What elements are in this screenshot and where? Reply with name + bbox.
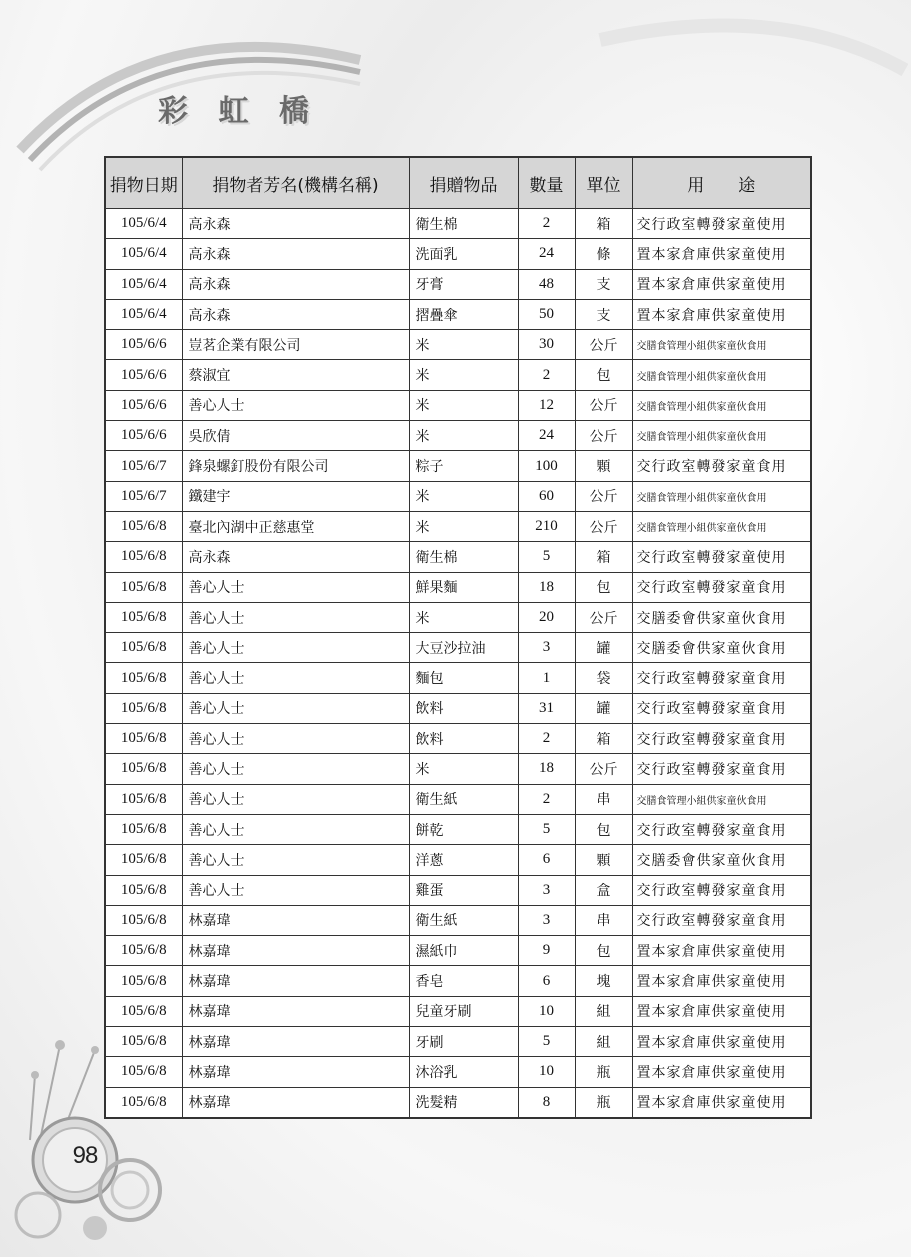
- cell-unit: 盒: [575, 875, 632, 905]
- cell-usage: 交行政室轉發家童食用: [632, 693, 811, 723]
- cell-date: 105/6/8: [105, 1087, 182, 1118]
- cell-usage: 交行政室轉發家童使用: [632, 209, 811, 239]
- cell-quantity: 2: [518, 724, 575, 754]
- cell-unit: 箱: [575, 724, 632, 754]
- cell-donor: 善心人士: [182, 784, 409, 814]
- cell-quantity: 5: [518, 542, 575, 572]
- cell-unit: 公斤: [575, 421, 632, 451]
- cell-donor: 鐵建宇: [182, 481, 409, 511]
- cell-item: 米: [409, 754, 518, 784]
- cell-unit: 支: [575, 269, 632, 299]
- cell-date: 105/6/8: [105, 936, 182, 966]
- table-row: [105, 724, 811, 754]
- cell-date: 105/6/8: [105, 663, 182, 693]
- table-row: [105, 814, 811, 844]
- cell-quantity: 3: [518, 633, 575, 663]
- table-row: [105, 996, 811, 1026]
- cell-usage: 置本家倉庫供家童使用: [632, 966, 811, 996]
- cell-unit: 袋: [575, 663, 632, 693]
- cell-donor: 善心人士: [182, 602, 409, 632]
- cell-donor: 善心人士: [182, 633, 409, 663]
- cell-usage: 置本家倉庫供家童使用: [632, 996, 811, 1026]
- cell-unit: 組: [575, 996, 632, 1026]
- cell-item: 兒童牙刷: [409, 996, 518, 1026]
- cell-date: 105/6/8: [105, 845, 182, 875]
- cell-item: 濕紙巾: [409, 936, 518, 966]
- cell-donor: 高永森: [182, 542, 409, 572]
- cell-donor: 豈茗企業有限公司: [182, 330, 409, 360]
- cell-date: 105/6/8: [105, 572, 182, 602]
- column-header-quantity: 數量: [518, 157, 575, 209]
- cell-date: 105/6/8: [105, 996, 182, 1026]
- cell-quantity: 5: [518, 814, 575, 844]
- cell-quantity: 30: [518, 330, 575, 360]
- cell-item: 衛生棉: [409, 542, 518, 572]
- cell-donor: 善心人士: [182, 845, 409, 875]
- table-row: [105, 663, 811, 693]
- cell-quantity: 3: [518, 905, 575, 935]
- cell-donor: 林嘉瑋: [182, 1087, 409, 1118]
- table-row: [105, 1057, 811, 1087]
- cell-item: 大豆沙拉油: [409, 633, 518, 663]
- cell-item: 衛生紙: [409, 784, 518, 814]
- cell-item: 洋蔥: [409, 845, 518, 875]
- cell-item: 衛生棉: [409, 209, 518, 239]
- cell-unit: 條: [575, 239, 632, 269]
- cell-quantity: 24: [518, 239, 575, 269]
- cell-date: 105/6/7: [105, 481, 182, 511]
- cell-date: 105/6/8: [105, 754, 182, 784]
- cell-date: 105/6/7: [105, 451, 182, 481]
- cell-date: 105/6/6: [105, 330, 182, 360]
- table-row: [105, 633, 811, 663]
- cell-usage: 交膳食管理小組供家童伙食用: [632, 421, 811, 451]
- cell-date: 105/6/8: [105, 875, 182, 905]
- cell-donor: 高永森: [182, 209, 409, 239]
- table-row: [105, 693, 811, 723]
- cell-date: 105/6/6: [105, 421, 182, 451]
- cell-date: 105/6/6: [105, 390, 182, 420]
- cell-usage: 交膳委會供家童伙食用: [632, 633, 811, 663]
- cell-item: 麵包: [409, 663, 518, 693]
- cell-quantity: 3: [518, 875, 575, 905]
- table-row: [105, 299, 811, 329]
- cell-usage: 交行政室轉發家童食用: [632, 814, 811, 844]
- magazine-title: 彩 虹 橋: [158, 94, 319, 129]
- cell-item: 飲料: [409, 724, 518, 754]
- cell-donor: 善心人士: [182, 724, 409, 754]
- table-row: [105, 451, 811, 481]
- cell-quantity: 10: [518, 996, 575, 1026]
- cell-quantity: 10: [518, 1057, 575, 1087]
- cell-unit: 組: [575, 1027, 632, 1057]
- cell-donor: 林嘉瑋: [182, 1057, 409, 1087]
- cell-quantity: 24: [518, 421, 575, 451]
- cell-date: 105/6/8: [105, 693, 182, 723]
- cell-unit: 公斤: [575, 330, 632, 360]
- cell-quantity: 50: [518, 299, 575, 329]
- cell-donor: 高永森: [182, 299, 409, 329]
- table-row: [105, 784, 811, 814]
- cell-donor: 善心人士: [182, 814, 409, 844]
- cell-usage: 交行政室轉發家童食用: [632, 754, 811, 784]
- cell-item: 摺疊傘: [409, 299, 518, 329]
- table-row: [105, 905, 811, 935]
- cell-date: 105/6/8: [105, 1057, 182, 1087]
- cell-donor: 善心人士: [182, 572, 409, 602]
- table-row: [105, 845, 811, 875]
- cell-item: 雞蛋: [409, 875, 518, 905]
- column-header-donor: 捐物者芳名(機構名稱): [182, 157, 409, 209]
- cell-usage: 置本家倉庫供家童使用: [632, 1057, 811, 1087]
- cell-date: 105/6/8: [105, 814, 182, 844]
- cell-quantity: 2: [518, 360, 575, 390]
- cell-usage: 交行政室轉發家童食用: [632, 572, 811, 602]
- table-row: [105, 269, 811, 299]
- cell-date: 105/6/4: [105, 239, 182, 269]
- cell-item: 洗髮精: [409, 1087, 518, 1118]
- cell-usage: 交行政室轉發家童食用: [632, 663, 811, 693]
- cell-quantity: 18: [518, 572, 575, 602]
- cell-unit: 罐: [575, 693, 632, 723]
- cell-unit: 箱: [575, 209, 632, 239]
- donation-table: [104, 156, 812, 1119]
- column-header-unit: 單位: [575, 157, 632, 209]
- cell-quantity: 60: [518, 481, 575, 511]
- table-row: [105, 481, 811, 511]
- cell-donor: 善心人士: [182, 875, 409, 905]
- table-row: [105, 511, 811, 541]
- cell-usage: 交膳委會供家童伙食用: [632, 845, 811, 875]
- cell-usage: 置本家倉庫供家童使用: [632, 936, 811, 966]
- cell-donor: 善心人士: [182, 754, 409, 784]
- cell-item: 米: [409, 330, 518, 360]
- cell-item: 飲料: [409, 693, 518, 723]
- cell-quantity: 2: [518, 784, 575, 814]
- column-header-date: 捐物日期: [105, 157, 182, 209]
- cell-unit: 串: [575, 905, 632, 935]
- page-number: 98: [72, 1142, 98, 1169]
- cell-usage: 置本家倉庫供家童使用: [632, 239, 811, 269]
- cell-item: 牙膏: [409, 269, 518, 299]
- cell-date: 105/6/4: [105, 269, 182, 299]
- cell-date: 105/6/8: [105, 966, 182, 996]
- cell-date: 105/6/8: [105, 724, 182, 754]
- cell-item: 香皂: [409, 966, 518, 996]
- cell-quantity: 100: [518, 451, 575, 481]
- cell-unit: 塊: [575, 966, 632, 996]
- cell-date: 105/6/4: [105, 209, 182, 239]
- cell-quantity: 6: [518, 845, 575, 875]
- table-row: [105, 421, 811, 451]
- cell-quantity: 12: [518, 390, 575, 420]
- cell-quantity: 5: [518, 1027, 575, 1057]
- cell-date: 105/6/4: [105, 299, 182, 329]
- cell-donor: 善心人士: [182, 390, 409, 420]
- table-row: [105, 572, 811, 602]
- cell-usage: 交行政室轉發家童食用: [632, 875, 811, 905]
- cell-date: 105/6/8: [105, 542, 182, 572]
- cell-unit: 公斤: [575, 481, 632, 511]
- cell-usage: 交行政室轉發家童食用: [632, 451, 811, 481]
- cell-date: 105/6/8: [105, 511, 182, 541]
- cell-date: 105/6/8: [105, 602, 182, 632]
- cell-usage: 交膳食管理小組供家童伙食用: [632, 784, 811, 814]
- cell-donor: 林嘉瑋: [182, 996, 409, 1026]
- cell-unit: 包: [575, 936, 632, 966]
- cell-item: 洗面乳: [409, 239, 518, 269]
- table-row: [105, 239, 811, 269]
- cell-item: 鮮果麵: [409, 572, 518, 602]
- cell-quantity: 9: [518, 936, 575, 966]
- cell-date: 105/6/8: [105, 1027, 182, 1057]
- cell-date: 105/6/8: [105, 905, 182, 935]
- cell-donor: 林嘉瑋: [182, 966, 409, 996]
- cell-donor: 高永森: [182, 269, 409, 299]
- table-row: [105, 875, 811, 905]
- cell-date: 105/6/6: [105, 360, 182, 390]
- cell-quantity: 31: [518, 693, 575, 723]
- cell-quantity: 1: [518, 663, 575, 693]
- cell-donor: 林嘉瑋: [182, 905, 409, 935]
- cell-quantity: 8: [518, 1087, 575, 1118]
- cell-usage: 置本家倉庫供家童使用: [632, 299, 811, 329]
- cell-usage: 置本家倉庫供家童使用: [632, 269, 811, 299]
- cell-item: 米: [409, 511, 518, 541]
- cell-donor: 林嘉瑋: [182, 936, 409, 966]
- cell-unit: 公斤: [575, 511, 632, 541]
- table-row: [105, 966, 811, 996]
- cell-usage: 交膳食管理小組供家童伙食用: [632, 330, 811, 360]
- cell-unit: 包: [575, 572, 632, 602]
- donation-table-wrapper: [104, 156, 812, 1119]
- table-row: [105, 1087, 811, 1118]
- cell-donor: 高永森: [182, 239, 409, 269]
- cell-usage: 交行政室轉發家童使用: [632, 542, 811, 572]
- cell-usage: 交膳委會供家童伙食用: [632, 602, 811, 632]
- column-header-item: 捐贈物品: [409, 157, 518, 209]
- cell-donor: 蔡淑宜: [182, 360, 409, 390]
- table-row: [105, 542, 811, 572]
- cell-donor: 臺北內湖中正慈惠堂: [182, 511, 409, 541]
- cell-date: 105/6/8: [105, 784, 182, 814]
- cell-unit: 顆: [575, 451, 632, 481]
- cell-item: 米: [409, 360, 518, 390]
- cell-unit: 公斤: [575, 390, 632, 420]
- cell-usage: 交膳食管理小組供家童伙食用: [632, 390, 811, 420]
- cell-quantity: 20: [518, 602, 575, 632]
- cell-item: 牙刷: [409, 1027, 518, 1057]
- cell-unit: 瓶: [575, 1087, 632, 1118]
- cell-item: 餅乾: [409, 814, 518, 844]
- cell-unit: 瓶: [575, 1057, 632, 1087]
- cell-usage: 交膳食管理小組供家童伙食用: [632, 511, 811, 541]
- table-row: [105, 390, 811, 420]
- cell-unit: 公斤: [575, 602, 632, 632]
- table-row: [105, 936, 811, 966]
- cell-unit: 罐: [575, 633, 632, 663]
- table-row: [105, 209, 811, 239]
- cell-donor: 林嘉瑋: [182, 1027, 409, 1057]
- cell-item: 米: [409, 421, 518, 451]
- cell-usage: 置本家倉庫供家童使用: [632, 1027, 811, 1057]
- table-body: [105, 209, 811, 1118]
- cell-item: 沐浴乳: [409, 1057, 518, 1087]
- cell-item: 衛生紙: [409, 905, 518, 935]
- cell-donor: 善心人士: [182, 663, 409, 693]
- column-header-usage: 用 途: [632, 157, 811, 209]
- cell-quantity: 48: [518, 269, 575, 299]
- cell-quantity: 6: [518, 966, 575, 996]
- cell-usage: 置本家倉庫供家童使用: [632, 1087, 811, 1118]
- cell-unit: 包: [575, 360, 632, 390]
- cell-quantity: 18: [518, 754, 575, 784]
- cell-unit: 顆: [575, 845, 632, 875]
- cell-usage: 交膳食管理小組供家童伙食用: [632, 481, 811, 511]
- cell-usage: 交膳食管理小組供家童伙食用: [632, 360, 811, 390]
- cell-unit: 公斤: [575, 754, 632, 784]
- cell-date: 105/6/8: [105, 633, 182, 663]
- cell-unit: 箱: [575, 542, 632, 572]
- cell-item: 米: [409, 390, 518, 420]
- table-row: [105, 330, 811, 360]
- cell-unit: 支: [575, 299, 632, 329]
- table-row: [105, 602, 811, 632]
- cell-donor: 善心人士: [182, 693, 409, 723]
- table-row: [105, 754, 811, 784]
- table-header-row: [105, 157, 811, 209]
- cell-quantity: 210: [518, 511, 575, 541]
- cell-quantity: 2: [518, 209, 575, 239]
- cell-item: 米: [409, 602, 518, 632]
- cell-item: 米: [409, 481, 518, 511]
- table-row: [105, 360, 811, 390]
- cell-donor: 吳欣倩: [182, 421, 409, 451]
- cell-usage: 交行政室轉發家童食用: [632, 905, 811, 935]
- cell-item: 粽子: [409, 451, 518, 481]
- cell-usage: 交行政室轉發家童食用: [632, 724, 811, 754]
- cell-donor: 鋒泉螺釘股份有限公司: [182, 451, 409, 481]
- table-row: [105, 1027, 811, 1057]
- cell-unit: 串: [575, 784, 632, 814]
- cell-unit: 包: [575, 814, 632, 844]
